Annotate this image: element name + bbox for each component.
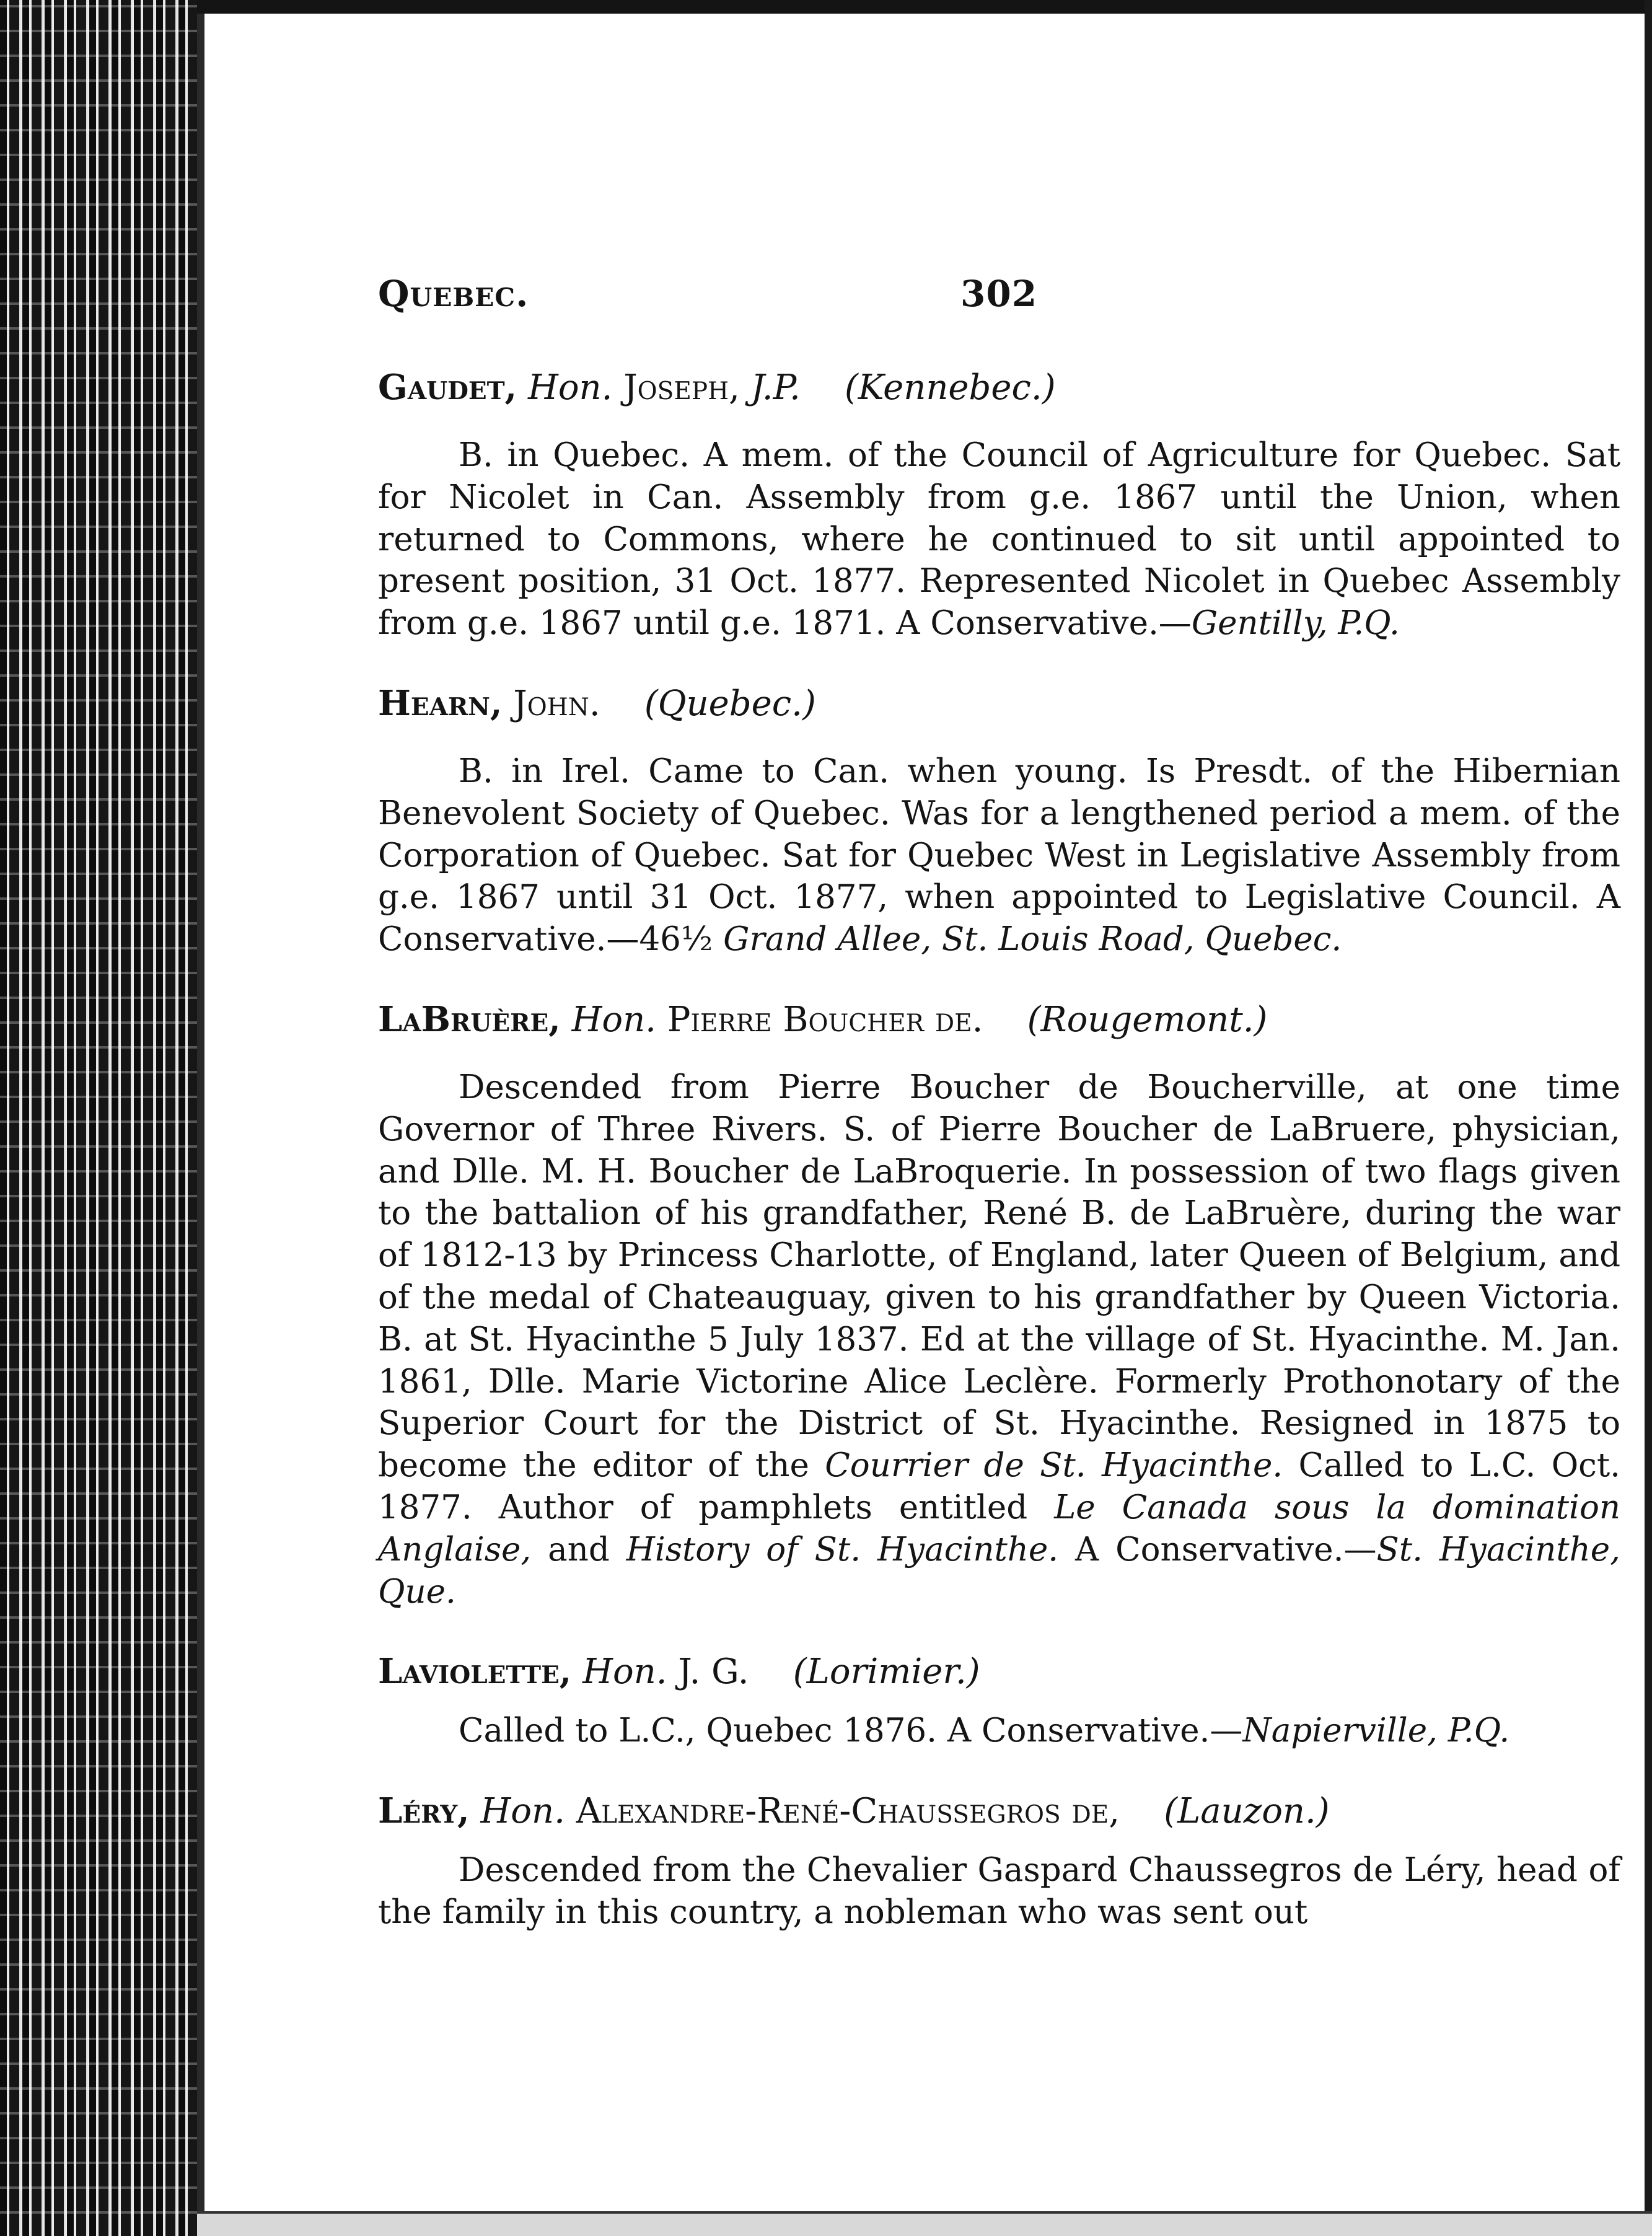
entry-pamphlet-1: Le Canada sous la domination Anglaise, <box>378 1488 1620 1569</box>
entry-text: B. in Irel. Came to Can. when young. Is Presdt. of the Hibernian Benevolent Society of Quebec. Was for a lengthened period a mem. of the Corporation of Quebec. Sat for Quebec West in Legislative Assembly from g.e. 1867 until 31 Oct. 1877, when appointed to Legislative Council. A Conservative.—46½ <box>378 752 1620 959</box>
entry-biography <box>378 1067 1620 1613</box>
entry-lery <box>378 1789 1620 1934</box>
entry-laviolette <box>378 1650 1620 1752</box>
entry-surname: Léry, <box>378 1790 470 1832</box>
entry-heading <box>378 998 1620 1042</box>
book-page <box>378 273 1620 2132</box>
entry-title: Hon. <box>527 368 613 408</box>
entry-heading <box>378 1789 1620 1833</box>
entry-text-part1: Descended from Pierre Boucher de Boucherville, at one time Governor of Three Rivers. S. of Pierre Boucher de LaBruere, physician, and Dlle. M. H. Boucher de LaBroquerie. In possession of two flags given to the battalion of his grandfather, René B. de LaBruère, during the war of 1812-13 by Princess Charlotte, of England, later Queen of Belgium, and of the medal of Chateauguay, given to his grandfather by Queen Victoria. B. at St. Hyacinthe 5 July 1837. Ed at the village of St. Hyacinthe. M. Jan. 1861, Dlle. Marie Victorine Alice Leclère. Formerly Prothonotary of the Superior Court for the District of St. Hyacinthe. Resigned in 1875 to become the editor of the <box>378 1068 1620 1485</box>
entry-text-part4: A Conservative.— <box>1058 1530 1377 1569</box>
entry-address: Grand Allee, St. Louis Road, Quebec. <box>723 920 1342 959</box>
page-gutter <box>197 0 204 2236</box>
entry-given-name: Pierre Boucher de. <box>667 999 983 1040</box>
entry-riding: (Rougemont.) <box>1027 999 1268 1040</box>
scan-right-border <box>1645 0 1652 2236</box>
entry-biography <box>378 1710 1620 1752</box>
entry-heading <box>378 1650 1620 1694</box>
entry-riding: (Quebec.) <box>644 683 816 724</box>
entry-surname: LaBruère, <box>378 998 561 1040</box>
entry-text: Descended from the Chevalier Gaspard Chaussegros de Léry, head of the family in this country, a nobleman who was sent out <box>378 1851 1620 1931</box>
entry-biography <box>378 750 1620 961</box>
entry-riding: (Lorimier.) <box>793 1652 980 1692</box>
entry-text-part2: Called to L.C. Oct. 1877. Author of pamphlets entitled <box>378 1446 1620 1526</box>
scan-bottom-border <box>197 2211 1652 2236</box>
entry-labruere <box>378 998 1620 1613</box>
scan-top-border <box>197 0 1652 14</box>
entry-surname: Gaudet, <box>378 367 517 408</box>
entry-given-name: Alexandre-René-Chaussegros de, <box>576 1791 1120 1832</box>
page-number: 302 <box>960 273 1038 315</box>
entry-given-name: J. G. <box>678 1652 749 1692</box>
running-head <box>378 273 1620 328</box>
entry-given-name: John. <box>513 683 600 724</box>
entry-surname: Laviolette, <box>378 1651 572 1692</box>
entry-biography <box>378 1849 1620 1934</box>
entry-riding: (Lauzon.) <box>1164 1791 1330 1832</box>
section-title: Quebec. <box>378 273 529 315</box>
entry-hearn <box>378 682 1620 961</box>
entry-title: Hon. <box>571 999 656 1040</box>
entry-title: Hon. <box>480 1791 565 1832</box>
entry-pamphlet-2: History of St. Hyacinthe. <box>626 1530 1059 1569</box>
entry-surname: Hearn, <box>378 682 503 724</box>
entry-newspaper: Courrier de St. Hyacinthe. <box>825 1446 1283 1485</box>
entry-biography <box>378 434 1620 645</box>
entry-address: Gentilly, P.Q. <box>1191 604 1400 643</box>
entry-text: Called to L.C., Quebec 1876. A Conservative.— <box>459 1712 1243 1750</box>
entry-text-part3: and <box>531 1530 626 1569</box>
entry-suffix: J.P. <box>750 368 801 408</box>
entry-gaudet <box>378 366 1620 645</box>
entry-text: B. in Quebec. A mem. of the Council of Agriculture for Quebec. Sat for Nicolet in Can. Assembly from g.e. 1867 until the Union, when returned to Commons, where he continued to sit until appointed to present position, 31 Oct. 1877. Represented Nicolet in Quebec Assembly from g.e. 1867 until g.e. 1871. A Conservative.— <box>378 436 1620 643</box>
entry-address: St. Hyacinthe, Que. <box>378 1530 1620 1611</box>
entry-address: Napierville, P.Q. <box>1242 1712 1510 1750</box>
entry-title: Hon. <box>582 1652 667 1692</box>
entry-riding: (Kennebec.) <box>844 368 1056 408</box>
entry-given-name: Joseph, <box>623 368 740 408</box>
book-spine-edge <box>0 0 197 2236</box>
entry-heading <box>378 366 1620 410</box>
entry-heading <box>378 682 1620 726</box>
